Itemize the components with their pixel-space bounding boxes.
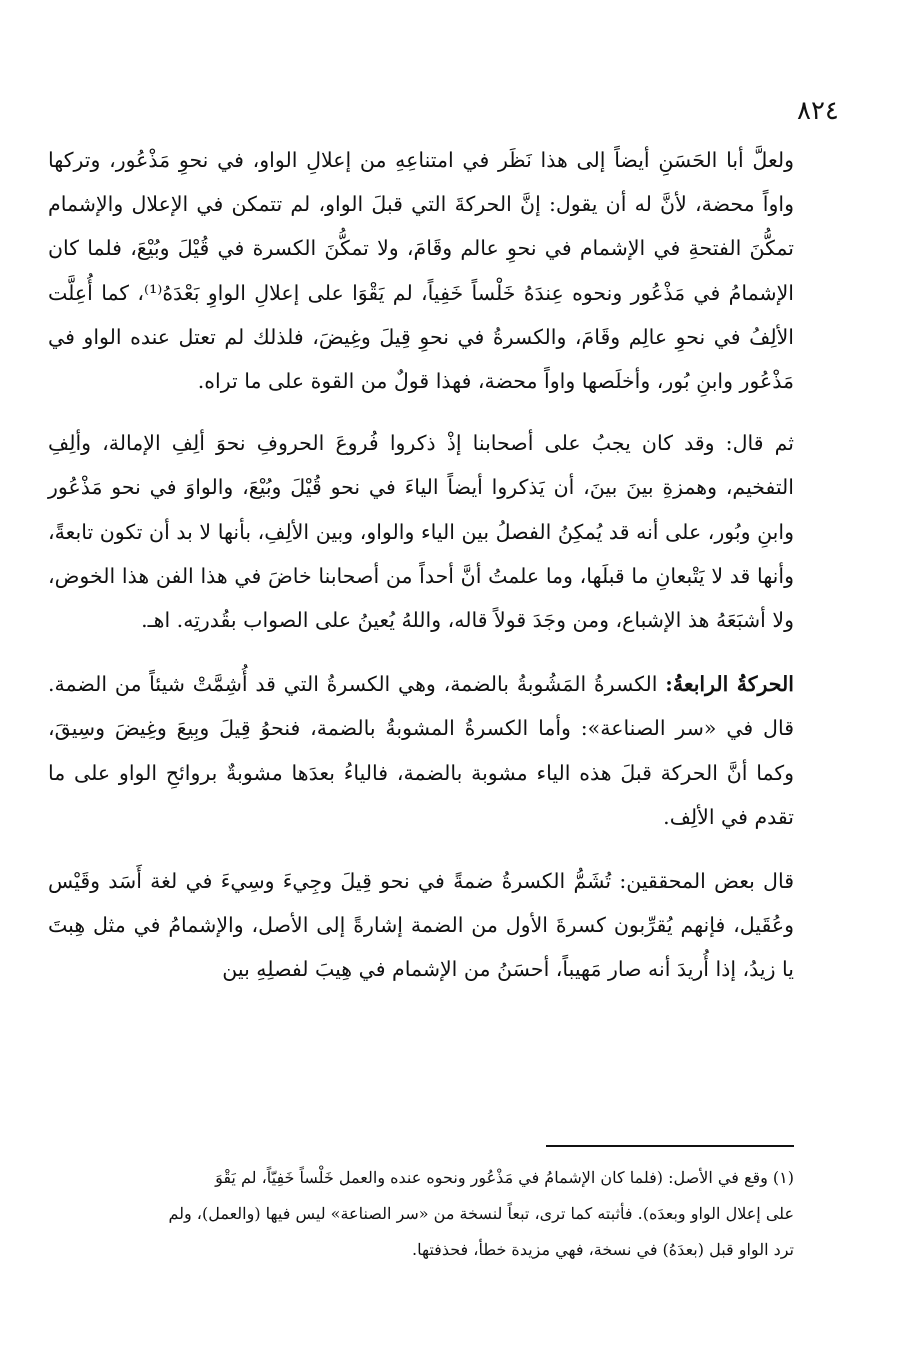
paragraph-text: قال بعض المحققين: تُشَمُّ الكسرةُ ضمةً في نحو قِيلَ وجِيءَ وسِيءَ في لغة أَسَد وقَيْس وعُقَيل، فإنهم يُقرِّبون كسرةَ الأول من الضمة إشارةً إلى الأصل، والإشمامُ في مثل هِبتَ يا زيدُ، إذا أُريدَ أنه صار مَهيباً، أحسَنُ من الإشمام في هِيبَ لفصلِهِ بين (48, 869, 794, 982)
paragraph (48, 421, 794, 642)
paragraph-text: ثم قال: وقد كان يجبُ على أصحابنا إذْ ذكروا فُروعَ الحروفِ نحوَ ألِفِ الإمالة، وألِفِ التفخيم، وهمزةِ بينَ بينَ، أن يَذكروا أيضاً الياءَ في نحو قُيْلَ وبُيْعَ، والواوَ في نحو مَذْعُور وابنِ وبُور، على أنه قد يُمكِنُ الفصلُ بين الياء والواو، وبين الألِفِ، بأنها لا بد أن تكون تابعةً، وأنها قد لا يَتْبعانِ ما قبلَها، وما علمتُ أنَّ أحداً من أصحابنا خاضَ في هذا الفن هذا الخوض، ولا أشبَعَهُ هذ الإشباع، ومن وجَدَ قولاً قاله، واللهُ يُعينُ على الصواب بقُدرتِه. اهـ. (48, 431, 794, 633)
footnote-line: (١) وقع في الأصل: (فلما كان الإشمامُ في مَذْعُور ونحوه عنده والعمل خَلْساً خَفِيّاً، لم يَقْوَ (215, 1168, 794, 1187)
main-text (48, 138, 794, 1012)
paragraph (48, 859, 794, 992)
paragraph-text: ولعلَّ أبا الحَسَنِ أيضاً إلى هذا نَظَر في امتناعِهِ من إعلالِ الواو، في نحوِ مَذْعُور، وتركها واواً محضة، لأنَّ له أن يقول: إنَّ الحركةَ التي قبلَ الواو، لم تتمكن في الإعلال والإشمام تمكُّنَ الفتحةِ في الإشمام في نحوِ عالم وقَامَ، ولا تمكُّنَ الكسرة في قُيْلَ وبُيْعَ، فلما كان الإشمامُ في مَذْعُور ونحوه عِندَهُ خَلْساً خَفِياً، لم يَقْوَا على إعلالِ الواوِ بَعْدَهُ⁽¹⁾، كما أُعِلَّت الألِفُ في نحوِ عالِم وقَامَ، والكسرةُ في نحوِ قِيلَ وغِيضَ، فلذلك لم تعتل عنده الواو في مَذْعُور وابنِ بُور، وأخلَصها واواً محضة، فهذا قولٌ من القوة على ما تراه. (48, 148, 794, 394)
page-number: ٨٢٤ (797, 96, 839, 126)
paragraph-text: الكسرةُ المَشُوبةُ بالضمة، وهي الكسرةُ التي قد أُشِمَّتْ شيئاً من الضمة. قال في «سر الصناعة»: وأما الكسرةُ المشوبةُ بالضمة، فنحوُ قِيلَ وبِيعَ وغِيضَ وسِيقَ، وكما أنَّ الحركة قبلَ هذه الياء مشوبة بالضمة، فالياءُ بعدَها مشوبةٌ بروائحِ الواو على ما تقدم في الألِف. (48, 672, 794, 829)
footnote (48, 1160, 794, 1268)
footnote-line: ترد الواو قبل (بعدَهُ) في نسخة، فهي مزيدة خطأ، فحذفتها. (412, 1240, 794, 1259)
paragraph (48, 138, 794, 403)
paragraph (48, 662, 794, 839)
paragraph-lead: الحركةُ الرابعةُ: (665, 672, 794, 697)
footnote-line: على إعلال الواو وبعدَه). فأثبته كما ترى، تبعاً لنسخة من «سر الصناعة» ليس فيها (والعمل)، ولم (168, 1204, 794, 1223)
footnote-separator (546, 1145, 794, 1147)
